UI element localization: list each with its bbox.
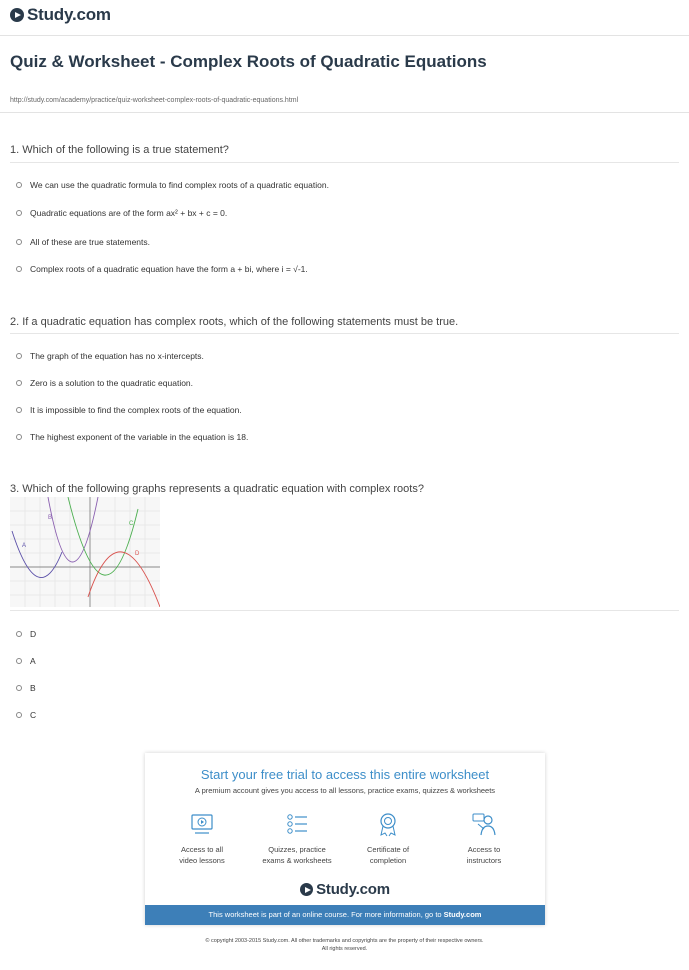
radio-button[interactable] — [16, 631, 22, 637]
feature-certificate — [343, 811, 433, 866]
video-lesson-icon — [189, 811, 215, 837]
q2-option-4[interactable] — [16, 432, 248, 442]
graph-label-c: C — [129, 521, 134, 527]
divider — [0, 112, 689, 113]
feature-label: exams & worksheets — [262, 856, 332, 865]
promo-study-logo[interactable] — [145, 881, 545, 898]
feature-video-lessons — [157, 811, 247, 866]
q1-option-2[interactable] — [16, 208, 227, 218]
feature-label: Quizzes, practice — [268, 845, 326, 854]
study-logo-icon — [300, 883, 313, 896]
graph-curve-a — [12, 531, 62, 578]
feature-label: completion — [369, 856, 407, 865]
graph-label-a: A — [22, 543, 27, 549]
q3-option-4[interactable] — [16, 710, 36, 720]
graph-curve-d — [88, 552, 160, 607]
option-label: Zero is a solution to the quadratic equation. — [30, 378, 194, 388]
divider — [10, 610, 679, 611]
feature-label: instructors — [466, 856, 502, 865]
promo-headline[interactable]: Start your free trial to access this entire worksheet — [200, 767, 490, 782]
feature-quizzes — [252, 811, 342, 866]
option-label: It is impossible to find the complex roots of the equation. — [30, 405, 242, 415]
question-1: 1. Which of the following is a true statement? — [10, 144, 229, 156]
q2-option-2[interactable] — [16, 378, 193, 388]
option-label: We can use the quadratic formula to find complex roots of a quadratic equation. — [30, 180, 329, 190]
feature-instructors — [439, 811, 529, 866]
option-label: The graph of the equation has no x-intercepts. — [30, 351, 204, 361]
q1-option-3[interactable] — [16, 237, 150, 247]
q3-option-1[interactable] — [16, 629, 36, 639]
certificate-icon — [375, 811, 401, 837]
radio-button[interactable] — [16, 434, 22, 440]
q3-option-2[interactable] — [16, 656, 36, 666]
quiz-list-icon — [284, 811, 310, 837]
page-url: http://study.com/academy/practice/quiz-worksheet-complex-roots-of-quadratic-equations.html — [10, 97, 299, 104]
graph-label-d: D — [135, 551, 140, 557]
feature-label: Certificate of — [366, 845, 410, 854]
promo-info-bar — [145, 905, 545, 925]
q1-option-1[interactable] — [16, 180, 329, 190]
radio-button[interactable] — [16, 380, 22, 386]
radio-button[interactable] — [16, 712, 22, 718]
q3-option-3[interactable] — [16, 683, 36, 693]
q2-option-1[interactable] — [16, 351, 204, 361]
study-link[interactable]: Study.com — [443, 910, 482, 919]
feature-label: Access to — [467, 845, 501, 854]
option-label: Quadratic equations are of the form ax² + bx + c = 0. — [30, 208, 228, 218]
option-label: D — [30, 629, 37, 639]
option-label: Complex roots of a quadratic equation have the form a + bi, where i = √-1. — [30, 264, 308, 274]
q2-option-3[interactable] — [16, 405, 242, 415]
option-label: A — [30, 656, 36, 666]
radio-button[interactable] — [16, 685, 22, 691]
quadratic-graphs-figure — [10, 497, 160, 607]
option-label: All of these are true statements. — [30, 237, 151, 247]
copyright-notice — [0, 937, 689, 953]
promo-subline: A premium account gives you access to all lessons, practice exams, quizzes & worksheets — [194, 786, 496, 795]
logo-text: Study.com — [316, 881, 390, 898]
question-2: 2. If a quadratic equation has complex roots, which of the following statements must be true. — [10, 316, 459, 328]
option-label: B — [30, 683, 36, 693]
radio-button[interactable] — [16, 239, 22, 245]
promo-bar-text: This worksheet is part of an online course. For more information, go to — [208, 910, 444, 919]
study-logo[interactable] — [10, 5, 111, 25]
divider — [10, 162, 679, 163]
radio-button[interactable] — [16, 182, 22, 188]
divider — [0, 35, 689, 36]
radio-button[interactable] — [16, 407, 22, 413]
copyright-line: © copyright 2003-2015 Study.com. All other trademarks and copyrights are the property of their respective owners. — [205, 938, 484, 944]
logo-text: Study.com — [27, 5, 111, 24]
option-label: C — [30, 710, 37, 720]
free-trial-promo[interactable] — [145, 753, 545, 925]
q1-option-4[interactable] — [16, 264, 308, 274]
feature-label: Access to all — [180, 845, 224, 854]
radio-button[interactable] — [16, 658, 22, 664]
instructor-icon — [471, 811, 497, 837]
graph-svg — [10, 497, 160, 607]
page-title: Quiz & Worksheet - Complex Roots of Quadratic Equations — [10, 52, 487, 71]
question-3: 3. Which of the following graphs represents a quadratic equation with complex roots? — [10, 483, 424, 495]
graph-label-b: B — [48, 515, 53, 521]
radio-button[interactable] — [16, 266, 22, 272]
radio-button[interactable] — [16, 210, 22, 216]
feature-label: video lessons — [179, 856, 225, 865]
copyright-line: All rights reserved. — [321, 946, 368, 952]
graph-curve-b — [48, 497, 98, 562]
divider — [10, 333, 679, 334]
study-logo-icon — [10, 8, 24, 22]
radio-button[interactable] — [16, 353, 22, 359]
option-label: The highest exponent of the variable in the equation is 18. — [30, 432, 249, 442]
